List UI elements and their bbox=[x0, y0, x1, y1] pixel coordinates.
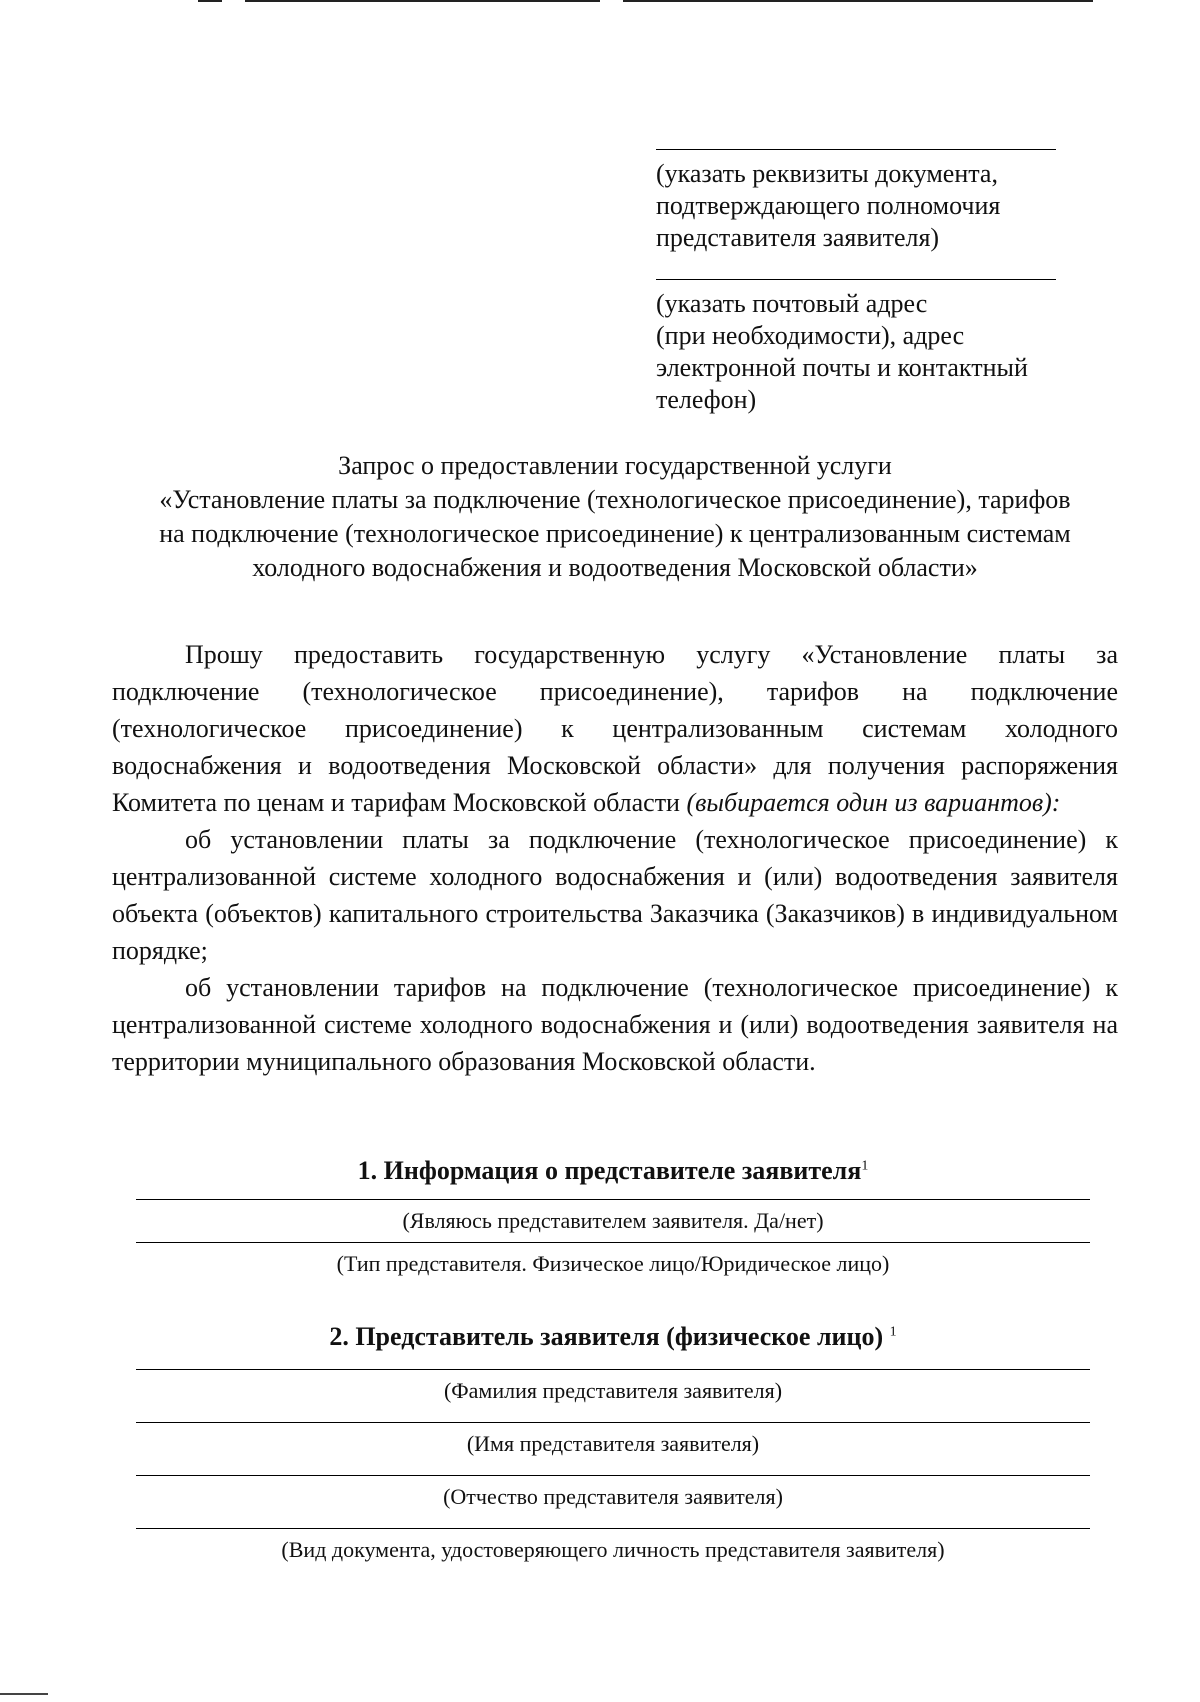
field-representative-type[interactable] bbox=[136, 1242, 1090, 1279]
title-line: Запрос о предоставлении государственной услуги bbox=[338, 451, 892, 480]
field-fill-line[interactable] bbox=[136, 1422, 1090, 1423]
section-heading: 1. Информация о представителе заявителя$^1$ bbox=[357, 1156, 869, 1185]
section-representative-individual bbox=[136, 1321, 1090, 1565]
field-fill-line[interactable] bbox=[136, 1199, 1090, 1200]
field-caption: (Являюсь представителем заявителя. Да/нет) bbox=[402, 1208, 824, 1233]
requisite-caption: (указать реквизиты документа, подтверждающего полномочия представителя заявителя) bbox=[656, 159, 1001, 252]
field-caption: (Имя представителя заявителя) bbox=[466, 1431, 760, 1456]
field-patronymic[interactable] bbox=[136, 1475, 1090, 1512]
field-surname[interactable] bbox=[136, 1369, 1090, 1406]
footnote-marker: 1 bbox=[861, 1158, 869, 1174]
field-fill-line[interactable] bbox=[136, 1475, 1090, 1476]
top-edge-rule bbox=[623, 0, 1093, 2]
option-individual-fee[interactable]: об установлении платы за подключение (технологическое присоединение) к централизованной системе холодного водоснабжения и (или) водоотведения заявителя объекта (объектов) капитального строительства Заказчика (Заказчиков) в индивидуальном порядке; bbox=[112, 825, 1118, 965]
request-body bbox=[112, 636, 1118, 1080]
footnote-marker: 1 bbox=[889, 1324, 897, 1340]
title-line: «Установление платы за подключение (технологическое присоединение), тарифов bbox=[159, 485, 1071, 514]
field-caption: (Тип представителя. Физическое лицо/Юридическое лицо) bbox=[336, 1251, 890, 1276]
field-caption: (Фамилия представителя заявителя) bbox=[443, 1378, 783, 1403]
option-tariffs[interactable]: об установлении тарифов на подключение (технологическое присоединение) к централизованной системе холодного водоснабжения и (или) водоотведения заявителя на территории муниципального образования Московской области. bbox=[112, 973, 1118, 1076]
scan-edge-mark bbox=[0, 1693, 48, 1695]
title-line: холодного водоснабжения и водоотведения Московской области» bbox=[252, 553, 978, 582]
contact-details-requisites bbox=[656, 279, 1066, 416]
field-identity-document[interactable] bbox=[136, 1528, 1090, 1565]
field-fill-line[interactable] bbox=[136, 1528, 1090, 1529]
field-first-name[interactable] bbox=[136, 1422, 1090, 1459]
field-is-representative[interactable] bbox=[136, 1199, 1090, 1236]
choice-instruction: (выбирается один из вариантов): bbox=[686, 788, 1061, 817]
requisite-caption: (указать почтовый адрес (при необходимости), адрес электронной почты и контактный телефон) bbox=[656, 289, 1028, 414]
section-representative-info bbox=[136, 1155, 1090, 1279]
requisite-fill-line[interactable] bbox=[656, 149, 1056, 150]
requisite-fill-line[interactable] bbox=[656, 279, 1056, 280]
field-caption: (Отчество представителя заявителя) bbox=[443, 1484, 783, 1509]
representative-authority-requisites bbox=[656, 149, 1066, 254]
request-title bbox=[100, 449, 1130, 585]
top-edge-rule bbox=[245, 0, 600, 2]
section-heading: 2. Представитель заявителя (физическое лицо) $^1$ bbox=[329, 1322, 897, 1351]
field-caption: (Вид документа, удостоверяющего личность представителя заявителя) bbox=[281, 1537, 945, 1562]
field-fill-line[interactable] bbox=[136, 1242, 1090, 1243]
request-paragraph: Прошу предоставить государственную услугу «Установление платы за подключение (технологическое присоединение), тарифов на подключение (технологическое присоединение) к централизованным системам холодного водоснабжения и водоотведения Московской области» для получения распоряжения Комитета по ценам и тарифам Московской области (выбирается один из вариантов): bbox=[112, 640, 1118, 817]
title-line: на подключение (технологическое присоединение) к централизованным системам bbox=[159, 519, 1071, 548]
top-edge-rule bbox=[198, 0, 222, 2]
field-fill-line[interactable] bbox=[136, 1369, 1090, 1370]
